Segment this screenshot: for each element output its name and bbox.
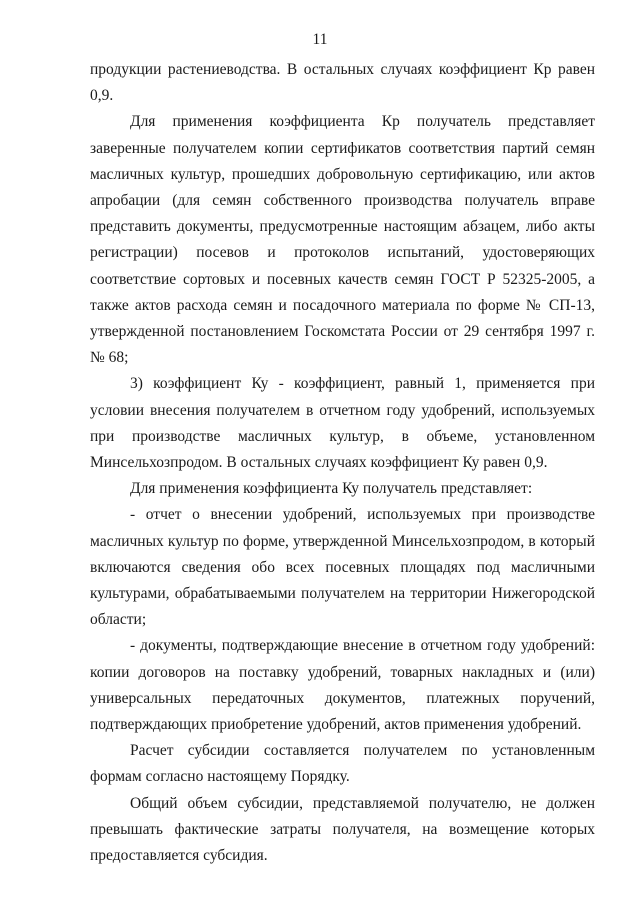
paragraph-subsidy-limit: Общий объем субсидии, представляемой получателю, не должен превышать фактические затраты получателя, на возмещение которых предоставляется субсидия. <box>90 794 595 865</box>
paragraph-ku-coefficient: 3) коэффициент Ку - коэффициент, равный 1, применяется при условии внесения получателем в отчетном году удобрений, используемых при производстве масличных культур, в объеме, установленном Минсельхозпродом. В остальных случаях коэффициент Ку равен 0,9. <box>90 375 595 472</box>
paragraph-fertilizer-report: - отчет о внесении удобрений, используемых при производстве масличных культур по форме, утвержденной Минсельхозпродом, в который включаются сведения обо всех посевных площадях под масличными культурами, обрабатываемыми получателем на территории Нижегородской области; <box>90 506 595 629</box>
paragraph-continuation: продукции растениеводства. В остальных случаях коэффициент Кр равен 0,9. <box>90 61 595 105</box>
paragraph-fertilizer-documents: - документы, подтверждающие внесение в отчетном году удобрений: копии договоров на поставку удобрений, товарных накладных и (или) универсальных передаточных документов, платежных поручений, подтверждающих приобретение удобрений, актов применения удобрений. <box>90 637 595 734</box>
document-body <box>90 57 595 869</box>
paragraph-subsidy-calculation: Расчет субсидии составляется получателем по установленным формам согласно настоящему Порядку. <box>90 742 595 786</box>
page-number: 11 <box>312 31 328 48</box>
paragraph-ku-intro: Для применения коэффициента Ку получатель представляет: <box>130 480 533 498</box>
paragraph-kr-documents: Для применения коэффициента Кр получатель представляет заверенные получателем копии сертификатов соответствия партий семян масличных культур, прошедших добровольную сертификацию, или актов апробации (для семян собственного производства получатель вправе представить документы, предусмотренные настоящим абзацем, либо акты регистрации) посевов и протоколов испытаний, удостоверяющих соответствие сортовых и посевных качеств семян ГОСТ Р 52325-2005, а также актов расхода семян и посадочного материала по форме № СП-13, утвержденной постановлением Госкомстата России от 29 сентября 1997 г. № 68; <box>90 113 595 367</box>
